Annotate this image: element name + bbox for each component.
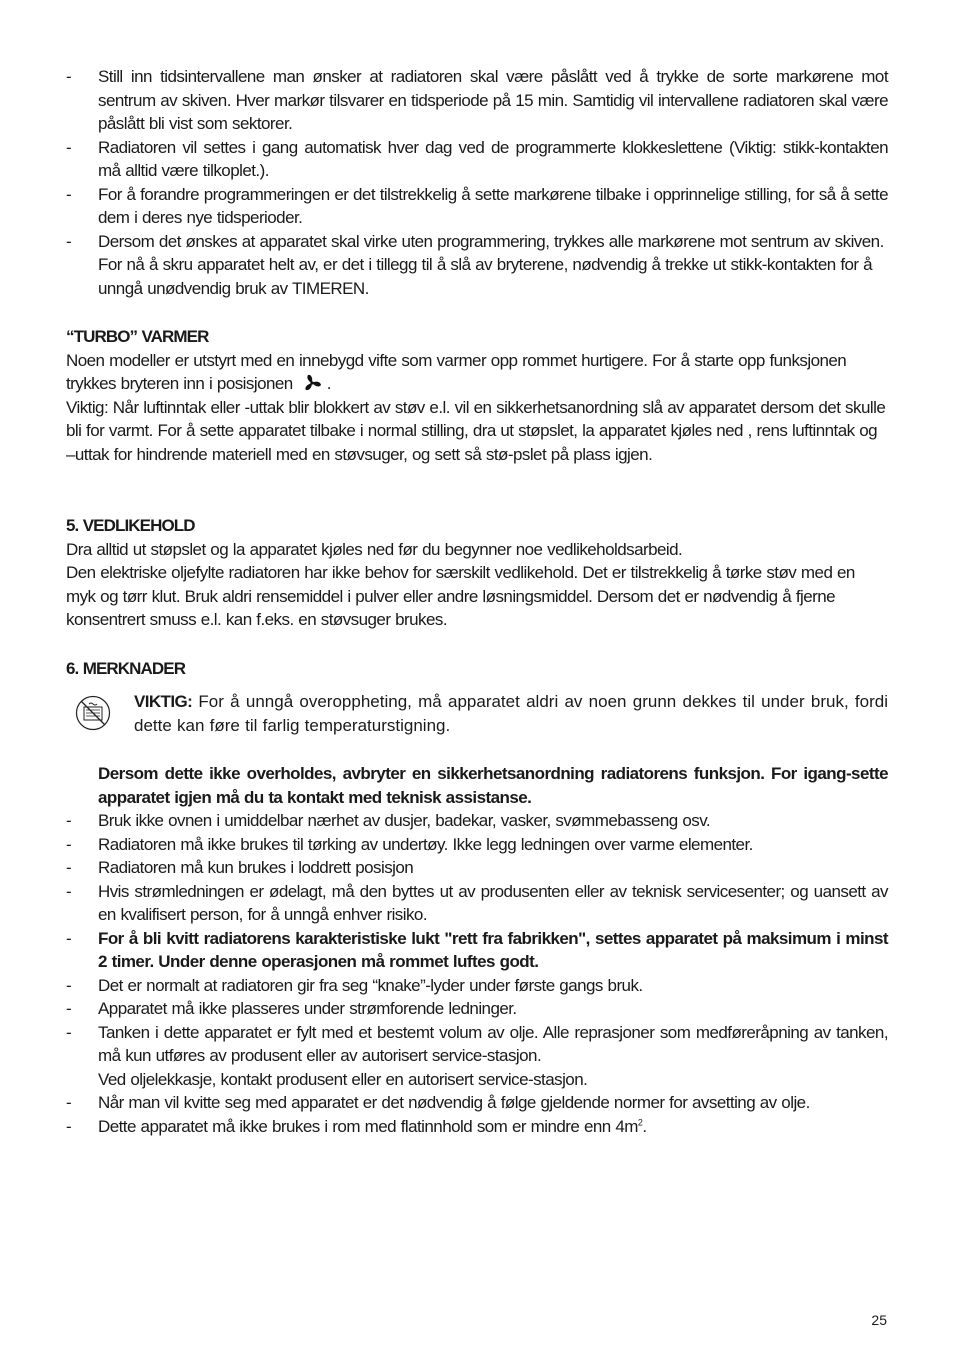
list-item: - Hvis strømledningen er ødelagt, må den byttes ut av produsenten eller av teknisk servicesenter; og uansett av en kvalifisert person, for å unngå enhver risiko. bbox=[66, 881, 888, 924]
section-heading: 6. MERKNADER bbox=[66, 659, 186, 678]
list-item: - Apparatet må ikke plasseres under strømforende ledninger. bbox=[66, 999, 517, 1018]
do-not-cover-icon bbox=[75, 695, 111, 731]
paragraph: Den elektriske oljefylte radiatoren har ikke behov for særskilt vedlikehold. Det er tilstrekkelig å tørke støv med en myk og tørr klut. Bruk aldri rensemiddel i pulver eller andre løsningsmiddel. Dersom det er nødvendig å fjerne konsentrert smuss e.l. kan f.eks. en støvsuger brukes. bbox=[66, 563, 855, 629]
maintenance-section bbox=[66, 514, 888, 632]
notes-section bbox=[66, 657, 888, 681]
list-item: - For å forandre programmeringen er det tilstrekkelig å sette markørene tilbake i opprinnelige stilling, for så å sette dem i deres nye tidsperioder. bbox=[66, 184, 888, 227]
section-heading: 5. VEDLIKEHOLD bbox=[66, 516, 195, 535]
timer-instructions-list bbox=[66, 65, 888, 300]
list-item: - Bruk ikke ovnen i umiddelbar nærhet av dusjer, badekar, vasker, svømmebasseng osv. bbox=[66, 811, 711, 830]
fan-icon bbox=[301, 374, 323, 392]
list-item: - Radiatoren må ikke brukes til tørking av undertøy. Ikke legg ledningen over varme elementer. bbox=[66, 834, 753, 854]
list-item: - Radiatoren vil settes i gang automatisk hver dag ved de programmerte klokkeslettene (Viktig: stikk-kontakten må alltid være tilkoplet.). bbox=[66, 137, 888, 180]
list-item: - Still inn tidsintervallene man ønsker at radiatoren skal være påslått ved å trykke de sorte markørene mot sentrum av skiven. Hver markør tilsvarer en tidsperiode på 15 min. Samtidig vil intervallene radiatoren skal være påslått bli vist som sektorer. bbox=[66, 67, 888, 133]
paragraph: Dra alltid ut støpslet og la apparatet kjøles ned før du begynner noe vedlikeholdsarbeid. bbox=[66, 539, 683, 559]
list-item: - For å bli kvitt radiatorens karakteristiske lukt "rett fra fabrikken", settes apparatet på maksimum i minst 2 timer. Under denne operasjonen må rommet luftes godt. bbox=[66, 928, 888, 971]
page-number: 25 bbox=[871, 1312, 887, 1328]
list-item: - Dersom det ønskes at apparatet skal virke uten programmering, trykkes alle markørene mot sentrum av skiven. For nå å skru apparatet helt av, er det i tillegg til å slå av bryterene, nødvendig å trekke ut stikk-kontakten for å unngå unødvendig bruk av TIMEREN. bbox=[66, 231, 884, 298]
list-item: - Når man vil kvitte seg med apparatet er det nødvendig å følge gjeldende normer for avsetting av olje. bbox=[66, 1093, 810, 1112]
list-item: - Radiatoren må kun brukes i loddrett posisjon bbox=[66, 858, 414, 877]
paragraph: Viktig: Når luftinntak eller -uttak blir blokkert av støv e.l. vil en sikkerhetsanordning slå av apparatet dersom det skulle bli for varmt. For å sette apparatet tilbake i normal stilling, dra ut støpslet, la apparatet kjøles ned , rens luftinntak og –uttak for hindrende materiell med en støvsuger, og sett så stø-pslet på plass igjen. bbox=[66, 397, 886, 464]
turbo-section bbox=[66, 325, 888, 466]
paragraph: Noen modeller er utstyrt med en innebygd vifte som varmer opp rommet hurtigere. For å starte opp funksjonen trykkes bryteren inn i posisjonen . bbox=[66, 350, 847, 393]
notes-list bbox=[66, 809, 888, 1138]
list-item: - Dette apparatet må ikke brukes i rom med flatinnhold som er mindre enn $4m^2$. bbox=[66, 1116, 647, 1136]
warning-label: VIKTIG: bbox=[134, 692, 193, 711]
section-heading: “TURBO” VARMER bbox=[66, 327, 209, 346]
warning-text: VIKTIG: For å unngå overoppheting, må apparatet aldri av noen grunn dekkes til under bruk, fordi dette kan føre til farlig temperaturstigning. bbox=[134, 692, 888, 735]
notice-paragraph: Dersom dette ikke overholdes, avbryter en sikkerhetsanordning radiatorens funksjon. For igang-sette apparatet igjen må du ta kontakt med teknisk assistanse. bbox=[98, 764, 888, 807]
list-item: - Tanken i dette apparatet er fylt med et bestemt volum av olje. Alle reprasjoner som medføreråpning av tanken, må kun utføres av produsent eller av autorisert service-stasjon. Ved oljelekkasje, kontakt produsent eller en autorisert service-stasjon. bbox=[66, 1022, 888, 1089]
list-item: - Det er normalt at radiatoren gir fra seg “knake”-lyder under første gangs bruk. bbox=[66, 975, 643, 995]
